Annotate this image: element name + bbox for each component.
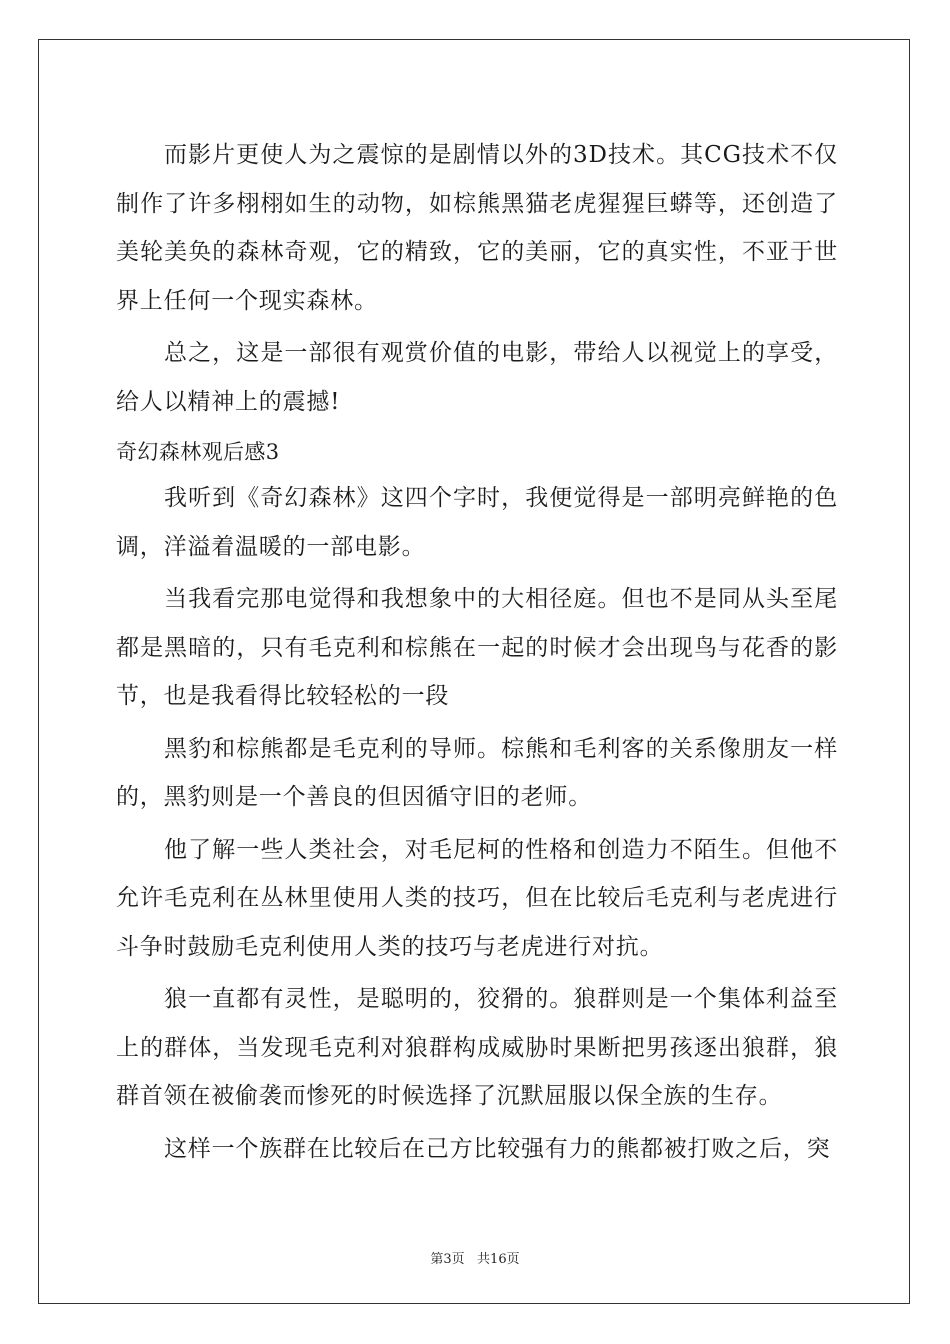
paragraph: 当我看完那电觉得和我想象中的大相径庭。但也不是同从头至尾都是黑暗的，只有毛克利和棕熊在一起的时候才会出现鸟与花香的影节，也是我看得比较轻松的一段	[116, 586, 838, 709]
paragraph: 我听到《奇幻森林》这四个字时，我便觉得是一部明亮鲜艳的色调，洋溢着温暖的一部电影。	[116, 485, 838, 560]
paragraph: 而影片更使人为之震惊的是剧情以外的3D技术。其CG技术不仅制作了许多栩栩如生的动物，如棕熊黑猫老虎猩猩巨蟒等，还创造了美轮美奂的森林奇观，它的精致，它的美丽，它的真实性，不亚于世界上任何一个现实森林。	[116, 142, 838, 314]
paragraph: 总之，这是一部很有观赏价值的电影，带给人以视觉上的享受，给人以精神上的震撼!	[116, 340, 838, 415]
paragraph: 黑豹和棕熊都是毛克利的导师。棕熊和毛利客的关系像朋友一样的，黑豹则是一个善良的但因循守旧的老师。	[116, 735, 838, 810]
document-body	[116, 131, 838, 1177]
section-heading: 奇幻森林观后感3	[116, 440, 280, 464]
paragraph: 他了解一些人类社会，对毛尼柯的性格和创造力不陌生。但他不允许毛克利在丛林里使用人类的技巧，但在比较后毛克利与老虎进行斗争时鼓励毛克利使用人类的技巧与老虎进行对抗。	[116, 836, 838, 960]
paragraph: 狼一直都有灵性，是聪明的，狡猾的。狼群则是一个集体利益至上的群体，当发现毛克利对狼群构成威胁时果断把男孩逐出狼群，狼群首领在被偷袭而惨死的时候选择了沉默屈服以保全族的生存。	[116, 986, 838, 1109]
page-number-footer: 第3页 共16页	[430, 1252, 520, 1267]
paragraph: 这样一个族群在比较后在己方比较强有力的熊都被打败之后，突	[164, 1135, 831, 1162]
